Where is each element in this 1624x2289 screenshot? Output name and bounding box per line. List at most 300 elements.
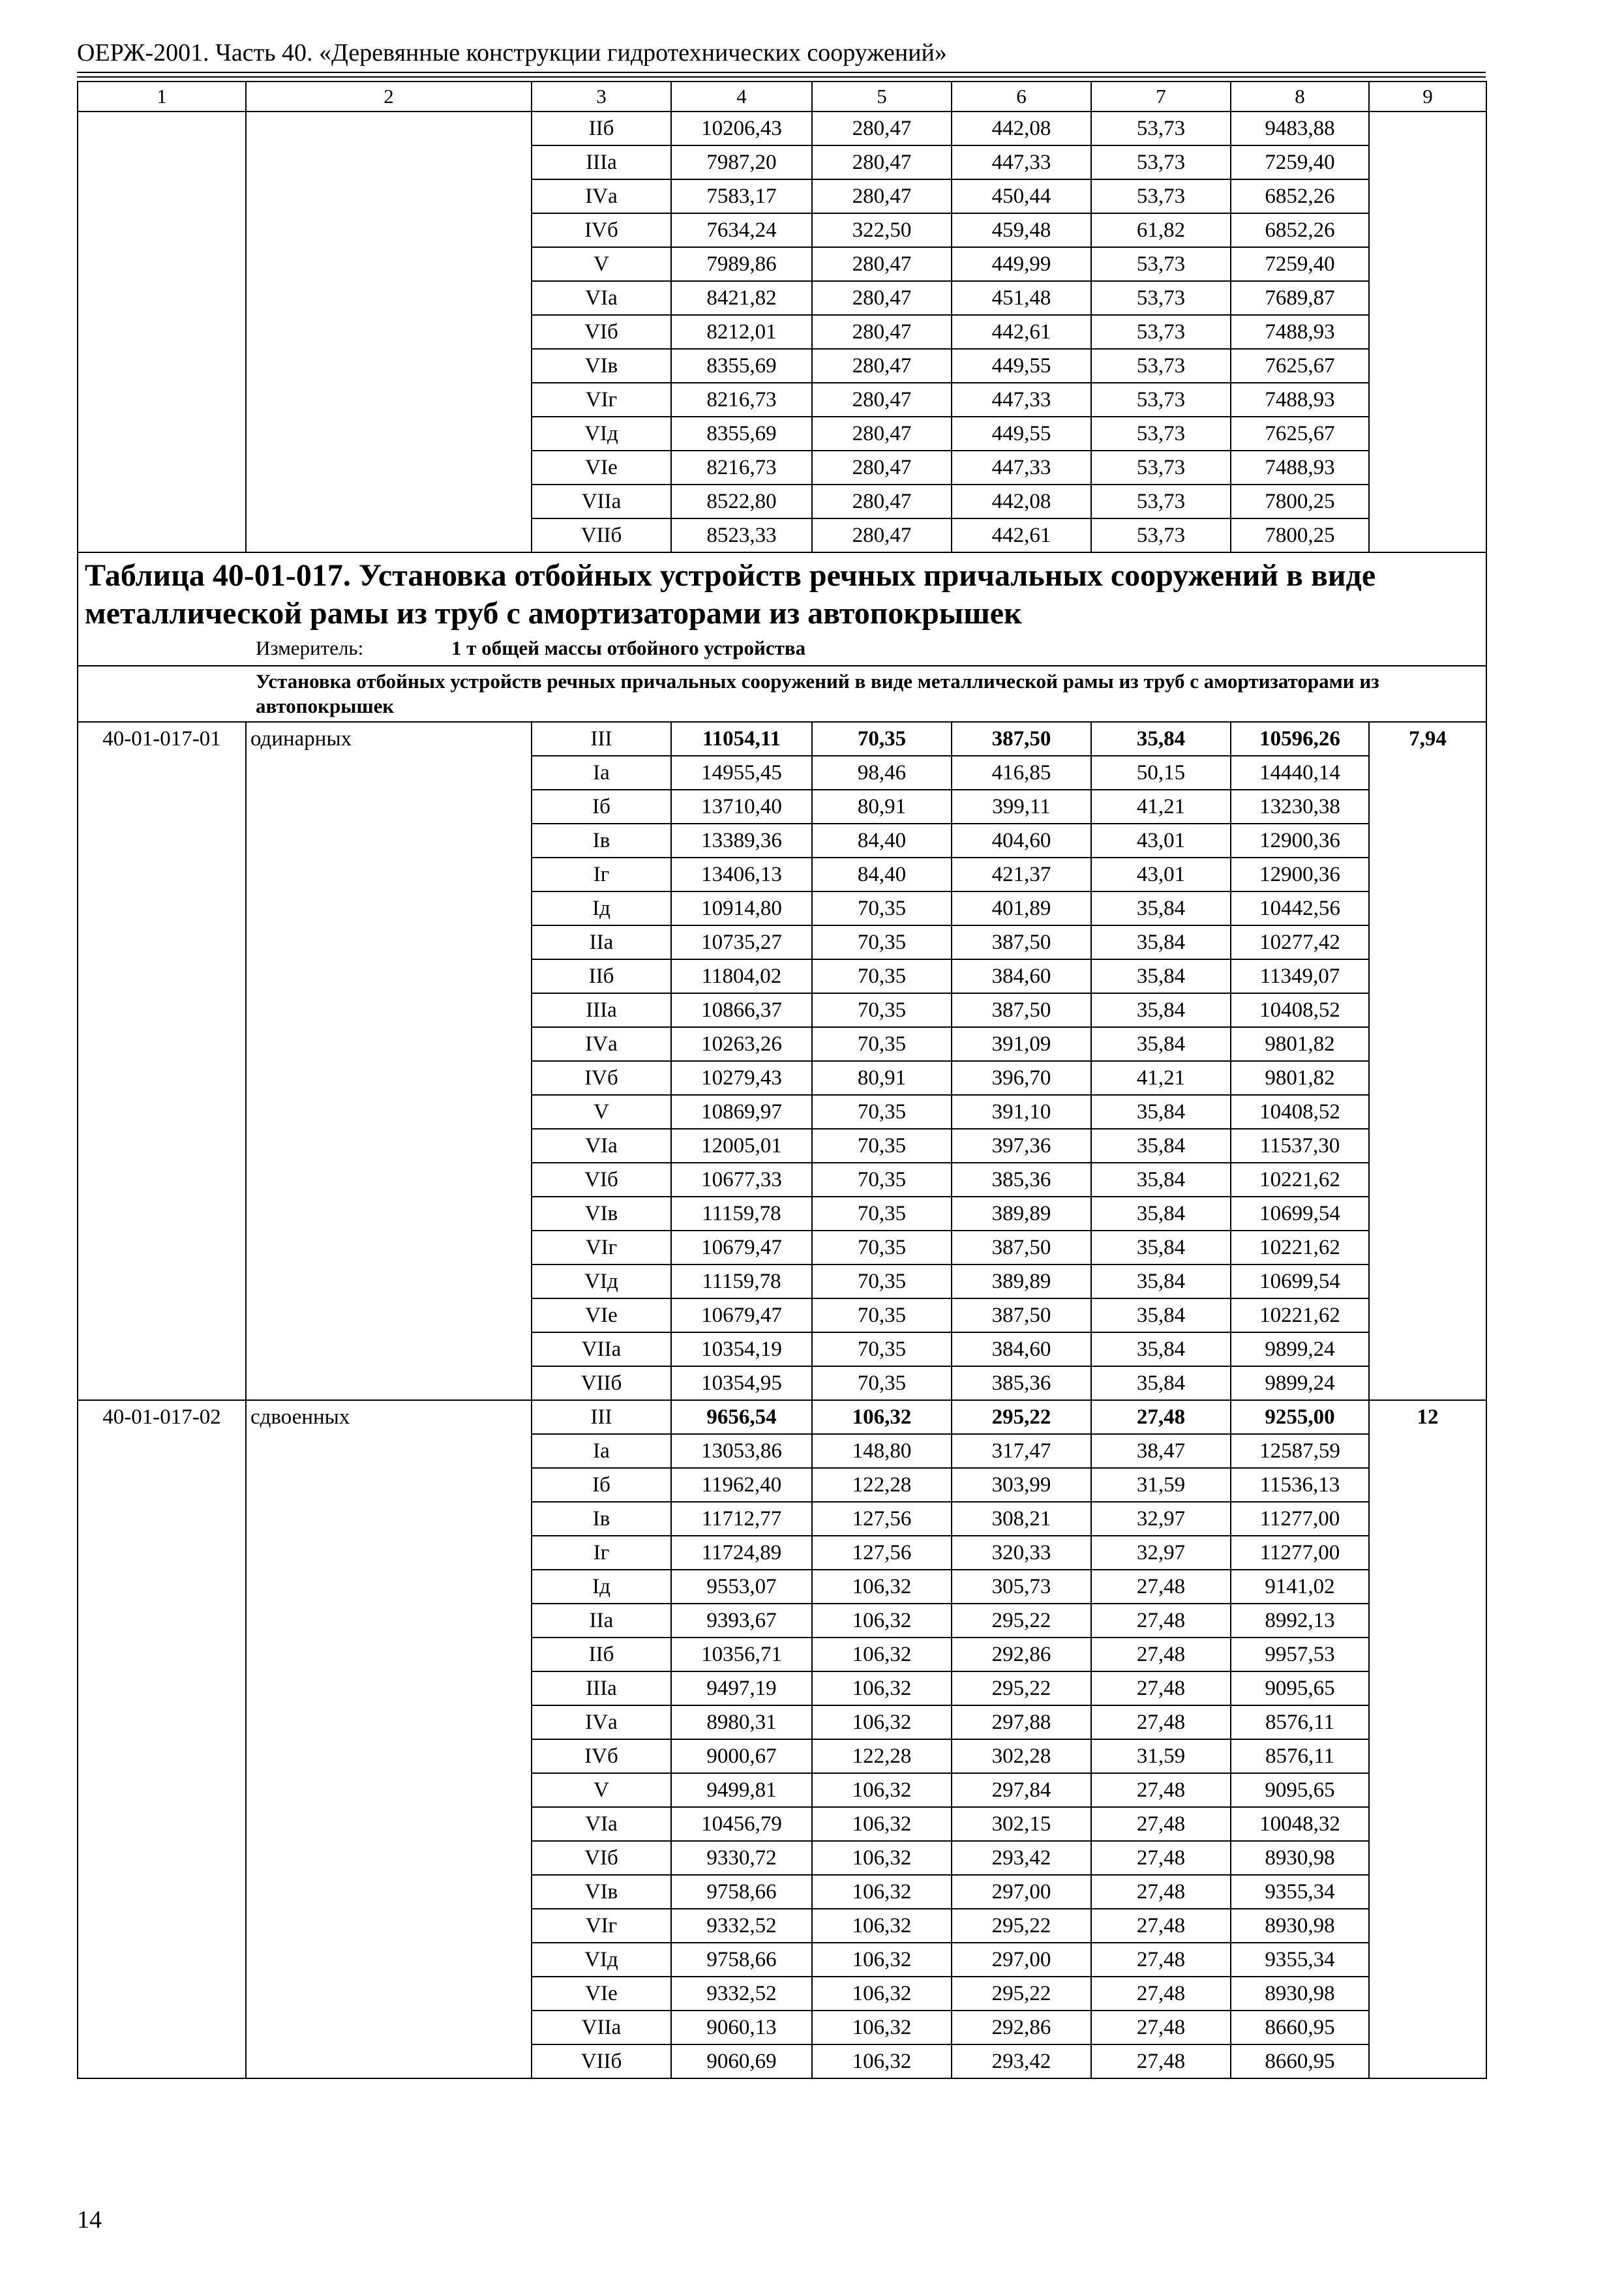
zone-cell: VIв xyxy=(532,1875,671,1909)
value-cell: 41,21 xyxy=(1091,790,1231,824)
value-cell: 70,35 xyxy=(812,1298,952,1332)
value-cell: 27,48 xyxy=(1091,2044,1231,2078)
value-cell: 53,73 xyxy=(1091,315,1231,349)
value-cell: 27,48 xyxy=(1091,1807,1231,1841)
value-cell: 27,48 xyxy=(1091,1773,1231,1807)
zone-cell: V xyxy=(532,247,671,281)
zone-cell: VIв xyxy=(532,1197,671,1231)
value-cell: 7689,87 xyxy=(1231,281,1369,315)
column-number: 2 xyxy=(246,82,532,112)
value-cell: 35,84 xyxy=(1091,1095,1231,1129)
value-cell: 106,32 xyxy=(812,1671,952,1705)
value-cell: 35,84 xyxy=(1091,1366,1231,1400)
value-cell: 70,35 xyxy=(812,993,952,1027)
zone-cell: VIIб xyxy=(532,1366,671,1400)
value-cell: 32,97 xyxy=(1091,1536,1231,1570)
value-cell: 7488,93 xyxy=(1231,451,1369,485)
zone-cell: VIIб xyxy=(532,518,671,552)
value-cell: 280,47 xyxy=(812,417,952,451)
value-cell: 421,37 xyxy=(952,858,1091,891)
column-number: 8 xyxy=(1231,82,1369,112)
zone-cell: IIб xyxy=(532,959,671,993)
value-cell: 11277,00 xyxy=(1231,1502,1369,1536)
value-cell: 10354,19 xyxy=(671,1332,812,1366)
value-cell: 53,73 xyxy=(1091,112,1231,145)
value-cell: 385,36 xyxy=(952,1163,1091,1197)
value-cell: 84,40 xyxy=(812,858,952,891)
zone-cell: VIг xyxy=(532,1231,671,1264)
value-cell: 7800,25 xyxy=(1231,485,1369,518)
value-cell: 9255,00 xyxy=(1231,1400,1369,1434)
value-cell: 35,84 xyxy=(1091,1163,1231,1197)
name-cell xyxy=(246,112,532,552)
value-cell: 8523,33 xyxy=(671,518,812,552)
value-cell: 322,50 xyxy=(812,213,952,247)
value-cell: 442,61 xyxy=(952,518,1091,552)
value-cell: 396,70 xyxy=(952,1061,1091,1095)
value-cell: 9801,82 xyxy=(1231,1061,1369,1095)
value-cell: 9060,69 xyxy=(671,2044,812,2078)
value-cell: 297,00 xyxy=(952,1875,1091,1909)
column-number: 6 xyxy=(952,82,1091,112)
value-cell: 80,91 xyxy=(812,1061,952,1095)
value-cell: 280,47 xyxy=(812,247,952,281)
value-cell: 10408,52 xyxy=(1231,993,1369,1027)
value-cell: 7625,67 xyxy=(1231,417,1369,451)
value-cell: 10914,80 xyxy=(671,891,812,925)
column-number: 3 xyxy=(532,82,671,112)
value-cell: 10596,26 xyxy=(1231,722,1369,756)
value-cell: 35,84 xyxy=(1091,959,1231,993)
value-cell: 43,01 xyxy=(1091,824,1231,858)
value-cell: 9497,19 xyxy=(671,1671,812,1705)
value-cell: 35,84 xyxy=(1091,1264,1231,1298)
value-cell: 7634,24 xyxy=(671,213,812,247)
value-cell: 70,35 xyxy=(812,1264,952,1298)
zone-cell: VIв xyxy=(532,349,671,383)
value-cell: 27,48 xyxy=(1091,1943,1231,1977)
value-cell: 9355,34 xyxy=(1231,1943,1369,1977)
value-cell: 302,28 xyxy=(952,1739,1091,1773)
value-cell: 106,32 xyxy=(812,1977,952,2011)
total-cell xyxy=(1369,112,1486,552)
zone-cell: Iб xyxy=(532,790,671,824)
zone-cell: VIб xyxy=(532,1163,671,1197)
value-cell: 9393,67 xyxy=(671,1604,812,1638)
zone-cell: IVб xyxy=(532,1739,671,1773)
value-cell: 317,47 xyxy=(952,1434,1091,1468)
value-cell: 302,15 xyxy=(952,1807,1091,1841)
rates-table-body xyxy=(78,82,1486,2078)
value-cell: 10699,54 xyxy=(1231,1264,1369,1298)
measure-label: Измеритель: xyxy=(256,636,364,659)
zone-cell: V xyxy=(532,1095,671,1129)
value-cell: 10735,27 xyxy=(671,925,812,959)
zone-cell: VIд xyxy=(532,1943,671,1977)
column-number-row xyxy=(78,82,1486,112)
value-cell: 13230,38 xyxy=(1231,790,1369,824)
value-cell: 10442,56 xyxy=(1231,891,1369,925)
value-cell: 450,44 xyxy=(952,179,1091,213)
value-cell: 106,32 xyxy=(812,1841,952,1875)
value-cell: 292,86 xyxy=(952,2011,1091,2044)
value-cell: 389,89 xyxy=(952,1264,1091,1298)
value-cell: 10677,33 xyxy=(671,1163,812,1197)
value-cell: 8522,80 xyxy=(671,485,812,518)
value-cell: 9899,24 xyxy=(1231,1332,1369,1366)
value-cell: 449,99 xyxy=(952,247,1091,281)
value-cell: 9801,82 xyxy=(1231,1027,1369,1061)
value-cell: 53,73 xyxy=(1091,247,1231,281)
value-cell: 27,48 xyxy=(1091,1400,1231,1434)
value-cell: 9095,65 xyxy=(1231,1671,1369,1705)
zone-cell: Iг xyxy=(532,858,671,891)
value-cell: 7259,40 xyxy=(1231,145,1369,179)
value-cell: 50,15 xyxy=(1091,756,1231,790)
value-cell: 8992,13 xyxy=(1231,1604,1369,1638)
zone-cell: V xyxy=(532,1773,671,1807)
value-cell: 11804,02 xyxy=(671,959,812,993)
zone-cell: VIг xyxy=(532,1909,671,1943)
value-cell: 53,73 xyxy=(1091,485,1231,518)
value-cell: 8930,98 xyxy=(1231,1977,1369,2011)
value-cell: 10866,37 xyxy=(671,993,812,1027)
value-cell: 10869,97 xyxy=(671,1095,812,1129)
value-cell: 295,22 xyxy=(952,1671,1091,1705)
value-cell: 9899,24 xyxy=(1231,1366,1369,1400)
value-cell: 35,84 xyxy=(1091,1332,1231,1366)
value-cell: 7583,17 xyxy=(671,179,812,213)
zone-cell: Iг xyxy=(532,1536,671,1570)
value-cell: 53,73 xyxy=(1091,417,1231,451)
value-cell: 305,73 xyxy=(952,1570,1091,1604)
table-row xyxy=(78,112,1486,145)
value-cell: 9000,67 xyxy=(671,1739,812,1773)
value-cell: 6852,26 xyxy=(1231,213,1369,247)
zone-cell: IIа xyxy=(532,925,671,959)
value-cell: 70,35 xyxy=(812,1231,952,1264)
value-cell: 106,32 xyxy=(812,1604,952,1638)
zone-cell: VIIа xyxy=(532,1332,671,1366)
zone-cell: VIIа xyxy=(532,485,671,518)
value-cell: 11159,78 xyxy=(671,1197,812,1231)
value-cell: 442,08 xyxy=(952,112,1091,145)
value-cell: 13710,40 xyxy=(671,790,812,824)
zone-cell: Iд xyxy=(532,1570,671,1604)
zone-cell: IIIа xyxy=(532,993,671,1027)
value-cell: 295,22 xyxy=(952,1909,1091,1943)
value-cell: 106,32 xyxy=(812,1943,952,1977)
value-cell: 9060,13 xyxy=(671,2011,812,2044)
zone-cell: VIIа xyxy=(532,2011,671,2044)
total-cell: 12 xyxy=(1369,1400,1486,2078)
value-cell: 10408,52 xyxy=(1231,1095,1369,1129)
value-cell: 11277,00 xyxy=(1231,1536,1369,1570)
value-cell: 27,48 xyxy=(1091,1909,1231,1943)
value-cell: 70,35 xyxy=(812,891,952,925)
value-cell: 7625,67 xyxy=(1231,349,1369,383)
value-cell: 9483,88 xyxy=(1231,112,1369,145)
value-cell: 297,88 xyxy=(952,1705,1091,1739)
value-cell: 148,80 xyxy=(812,1434,952,1468)
zone-cell: III xyxy=(532,722,671,756)
value-cell: 106,32 xyxy=(812,2011,952,2044)
value-cell: 35,84 xyxy=(1091,722,1231,756)
zone-cell: IVб xyxy=(532,213,671,247)
value-cell: 293,42 xyxy=(952,1841,1091,1875)
value-cell: 10206,43 xyxy=(671,112,812,145)
value-cell: 10699,54 xyxy=(1231,1197,1369,1231)
value-cell: 70,35 xyxy=(812,722,952,756)
value-cell: 447,33 xyxy=(952,145,1091,179)
zone-cell: Iв xyxy=(532,1502,671,1536)
value-cell: 35,84 xyxy=(1091,1129,1231,1163)
value-cell: 10277,42 xyxy=(1231,925,1369,959)
value-cell: 391,09 xyxy=(952,1027,1091,1061)
value-cell: 451,48 xyxy=(952,281,1091,315)
value-cell: 11349,07 xyxy=(1231,959,1369,993)
value-cell: 12587,59 xyxy=(1231,1434,1369,1468)
value-cell: 70,35 xyxy=(812,1095,952,1129)
value-cell: 35,84 xyxy=(1091,1231,1231,1264)
value-cell: 11536,13 xyxy=(1231,1468,1369,1502)
value-cell: 106,32 xyxy=(812,1773,952,1807)
value-cell: 280,47 xyxy=(812,451,952,485)
value-cell: 280,47 xyxy=(812,485,952,518)
value-cell: 297,00 xyxy=(952,1943,1091,1977)
value-cell: 10221,62 xyxy=(1231,1298,1369,1332)
code-cell: 40-01-017-01 xyxy=(78,722,246,1400)
name-cell: сдвоенных xyxy=(246,1400,532,2078)
zone-cell: VIа xyxy=(532,1129,671,1163)
zone-cell: VIа xyxy=(532,1807,671,1841)
value-cell: 32,97 xyxy=(1091,1502,1231,1536)
value-cell: 53,73 xyxy=(1091,281,1231,315)
value-cell: 11712,77 xyxy=(671,1502,812,1536)
table-title-cell xyxy=(78,552,1486,666)
rates-table xyxy=(77,81,1487,2079)
zone-cell: IIа xyxy=(532,1604,671,1638)
value-cell: 9957,53 xyxy=(1231,1638,1369,1671)
value-cell: 122,28 xyxy=(812,1468,952,1502)
value-cell: 280,47 xyxy=(812,383,952,417)
value-cell: 449,55 xyxy=(952,417,1091,451)
value-cell: 8216,73 xyxy=(671,383,812,417)
value-cell: 12900,36 xyxy=(1231,824,1369,858)
value-cell: 35,84 xyxy=(1091,1298,1231,1332)
value-cell: 12005,01 xyxy=(671,1129,812,1163)
value-cell: 70,35 xyxy=(812,1163,952,1197)
value-cell: 389,89 xyxy=(952,1197,1091,1231)
column-number: 7 xyxy=(1091,82,1231,112)
value-cell: 391,10 xyxy=(952,1095,1091,1129)
zone-cell: Iд xyxy=(532,891,671,925)
value-cell: 9758,66 xyxy=(671,1875,812,1909)
value-cell: 53,73 xyxy=(1091,349,1231,383)
table-row xyxy=(78,1400,1486,1434)
value-cell: 9332,52 xyxy=(671,1977,812,2011)
value-cell: 10263,26 xyxy=(671,1027,812,1061)
value-cell: 280,47 xyxy=(812,315,952,349)
value-cell: 9656,54 xyxy=(671,1400,812,1434)
value-cell: 387,50 xyxy=(952,722,1091,756)
value-cell: 8660,95 xyxy=(1231,2044,1369,2078)
measure-line xyxy=(85,635,1479,661)
column-number: 1 xyxy=(78,82,246,112)
value-cell: 8421,82 xyxy=(671,281,812,315)
value-cell: 7488,93 xyxy=(1231,315,1369,349)
value-cell: 280,47 xyxy=(812,112,952,145)
zone-cell: VIд xyxy=(532,1264,671,1298)
zone-cell: Iв xyxy=(532,824,671,858)
value-cell: 9330,72 xyxy=(671,1841,812,1875)
value-cell: 35,84 xyxy=(1091,925,1231,959)
zone-cell: Iа xyxy=(532,756,671,790)
zone-cell: IIIа xyxy=(532,145,671,179)
name-cell: одинарных xyxy=(246,722,532,1400)
value-cell: 8660,95 xyxy=(1231,2011,1369,2044)
value-cell: 35,84 xyxy=(1091,993,1231,1027)
table-title-row xyxy=(78,552,1486,666)
value-cell: 11537,30 xyxy=(1231,1129,1369,1163)
value-cell: 31,59 xyxy=(1091,1739,1231,1773)
value-cell: 9095,65 xyxy=(1231,1773,1369,1807)
value-cell: 8980,31 xyxy=(671,1705,812,1739)
value-cell: 447,33 xyxy=(952,451,1091,485)
value-cell: 416,85 xyxy=(952,756,1091,790)
value-cell: 8212,01 xyxy=(671,315,812,349)
value-cell: 387,50 xyxy=(952,993,1091,1027)
value-cell: 10456,79 xyxy=(671,1807,812,1841)
value-cell: 8930,98 xyxy=(1231,1841,1369,1875)
zone-cell: Iб xyxy=(532,1468,671,1502)
value-cell: 27,48 xyxy=(1091,1705,1231,1739)
value-cell: 10048,32 xyxy=(1231,1807,1369,1841)
value-cell: 13053,86 xyxy=(671,1434,812,1468)
value-cell: 387,50 xyxy=(952,1298,1091,1332)
code-cell xyxy=(78,112,246,552)
total-cell: 7,94 xyxy=(1369,722,1486,1400)
value-cell: 43,01 xyxy=(1091,858,1231,891)
zone-cell: IIIа xyxy=(532,1671,671,1705)
zone-cell: III xyxy=(532,1400,671,1434)
value-cell: 53,73 xyxy=(1091,145,1231,179)
value-cell: 292,86 xyxy=(952,1638,1091,1671)
value-cell: 35,84 xyxy=(1091,1027,1231,1061)
value-cell: 84,40 xyxy=(812,824,952,858)
value-cell: 70,35 xyxy=(812,1129,952,1163)
value-cell: 106,32 xyxy=(812,2044,952,2078)
zone-cell: Iа xyxy=(532,1434,671,1468)
value-cell: 11724,89 xyxy=(671,1536,812,1570)
value-cell: 70,35 xyxy=(812,1197,952,1231)
value-cell: 404,60 xyxy=(952,824,1091,858)
value-cell: 11054,11 xyxy=(671,722,812,756)
value-cell: 53,73 xyxy=(1091,383,1231,417)
zone-cell: VIе xyxy=(532,1298,671,1332)
value-cell: 280,47 xyxy=(812,179,952,213)
zone-cell: VIб xyxy=(532,1841,671,1875)
value-cell: 9332,52 xyxy=(671,1909,812,1943)
value-cell: 449,55 xyxy=(952,349,1091,383)
zone-cell: VIа xyxy=(532,281,671,315)
value-cell: 13406,13 xyxy=(671,858,812,891)
column-number: 5 xyxy=(812,82,952,112)
value-cell: 9499,81 xyxy=(671,1773,812,1807)
code-cell: 40-01-017-02 xyxy=(78,1400,246,2078)
value-cell: 9553,07 xyxy=(671,1570,812,1604)
value-cell: 397,36 xyxy=(952,1129,1091,1163)
value-cell: 127,56 xyxy=(812,1536,952,1570)
value-cell: 14955,45 xyxy=(671,756,812,790)
value-cell: 442,61 xyxy=(952,315,1091,349)
value-cell: 27,48 xyxy=(1091,1841,1231,1875)
value-cell: 6852,26 xyxy=(1231,179,1369,213)
header-rule xyxy=(77,76,1486,78)
value-cell: 35,84 xyxy=(1091,891,1231,925)
value-cell: 27,48 xyxy=(1091,1977,1231,2011)
value-cell: 14440,14 xyxy=(1231,756,1369,790)
value-cell: 8355,69 xyxy=(671,349,812,383)
value-cell: 280,47 xyxy=(812,281,952,315)
value-cell: 53,73 xyxy=(1091,179,1231,213)
value-cell: 10356,71 xyxy=(671,1638,812,1671)
value-cell: 27,48 xyxy=(1091,1638,1231,1671)
value-cell: 27,48 xyxy=(1091,1570,1231,1604)
value-cell: 61,82 xyxy=(1091,213,1231,247)
value-cell: 27,48 xyxy=(1091,2011,1231,2044)
page-header: ОЕРЖ-2001. Часть 40. «Деревянные конструкции гидротехнических сооружений» xyxy=(77,39,947,67)
value-cell: 38,47 xyxy=(1091,1434,1231,1468)
value-cell: 447,33 xyxy=(952,383,1091,417)
value-cell: 9141,02 xyxy=(1231,1570,1369,1604)
value-cell: 308,21 xyxy=(952,1502,1091,1536)
value-cell: 11962,40 xyxy=(671,1468,812,1502)
value-cell: 387,50 xyxy=(952,925,1091,959)
table-subtitle: Установка отбойных устройств речных причальных сооружений в виде металлической рамы из труб с амортизаторами из автопокрышек xyxy=(78,666,1486,722)
zone-cell: IVб xyxy=(532,1061,671,1095)
value-cell: 7488,93 xyxy=(1231,383,1369,417)
header-rule xyxy=(77,72,1486,73)
zone-cell: VIд xyxy=(532,417,671,451)
value-cell: 295,22 xyxy=(952,1977,1091,2011)
value-cell: 27,48 xyxy=(1091,1875,1231,1909)
value-cell: 303,99 xyxy=(952,1468,1091,1502)
column-number: 9 xyxy=(1369,82,1486,112)
value-cell: 80,91 xyxy=(812,790,952,824)
table-row xyxy=(78,722,1486,756)
table-subtitle-row xyxy=(78,666,1486,722)
value-cell: 9758,66 xyxy=(671,1943,812,1977)
value-cell: 70,35 xyxy=(812,925,952,959)
value-cell: 8576,11 xyxy=(1231,1705,1369,1739)
value-cell: 11159,78 xyxy=(671,1264,812,1298)
value-cell: 106,32 xyxy=(812,1807,952,1841)
value-cell: 8355,69 xyxy=(671,417,812,451)
zone-cell: IVа xyxy=(532,1705,671,1739)
page-number: 14 xyxy=(77,2206,102,2234)
value-cell: 295,22 xyxy=(952,1604,1091,1638)
value-cell: 401,89 xyxy=(952,891,1091,925)
value-cell: 459,48 xyxy=(952,213,1091,247)
zone-cell: IIб xyxy=(532,112,671,145)
value-cell: 35,84 xyxy=(1091,1197,1231,1231)
value-cell: 70,35 xyxy=(812,959,952,993)
value-cell: 7989,86 xyxy=(671,247,812,281)
value-cell: 70,35 xyxy=(812,1027,952,1061)
value-cell: 9355,34 xyxy=(1231,1875,1369,1909)
value-cell: 53,73 xyxy=(1091,518,1231,552)
